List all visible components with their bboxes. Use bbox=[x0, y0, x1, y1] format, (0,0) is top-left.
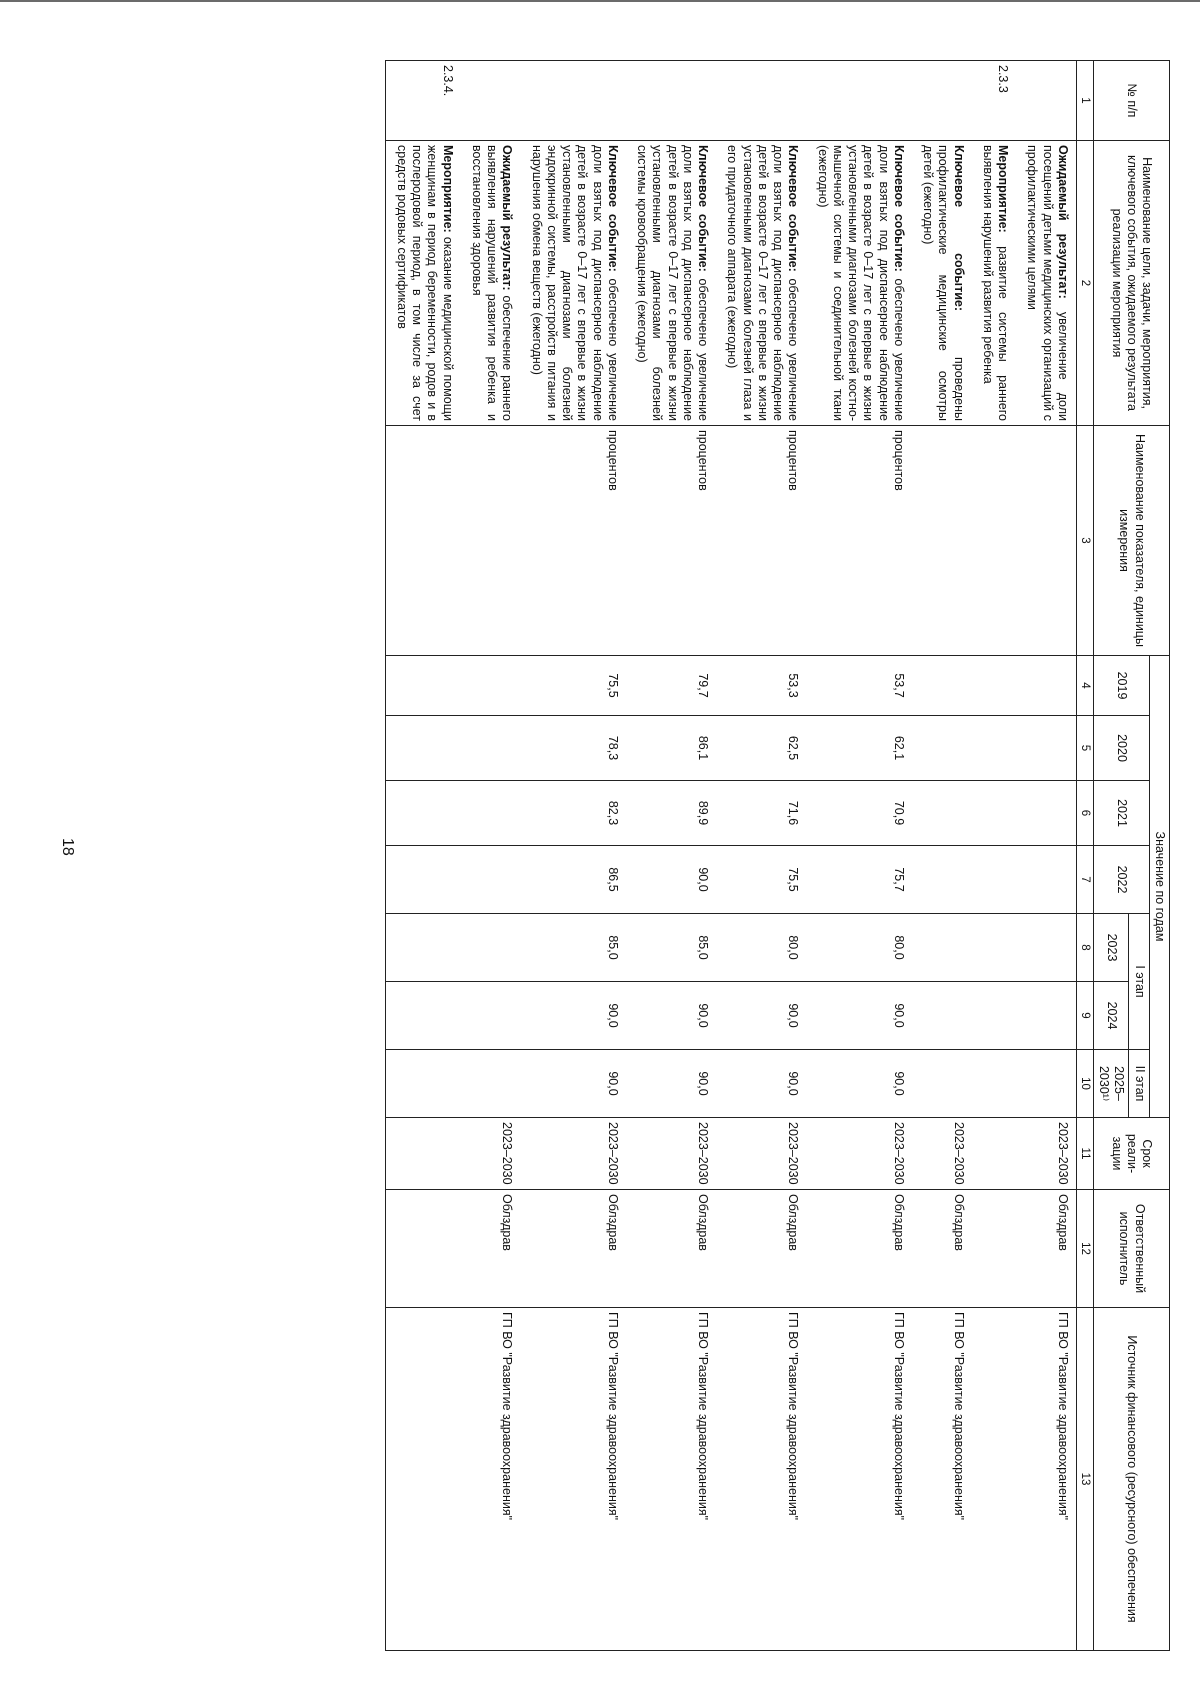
column-number: 1 bbox=[1076, 61, 1093, 141]
table-row bbox=[972, 61, 1017, 1651]
row-value-2024 bbox=[1016, 982, 1076, 1050]
column-number: 6 bbox=[1076, 781, 1093, 846]
row-unit: процентов bbox=[716, 426, 806, 656]
row-value-2021 bbox=[461, 781, 521, 846]
rotated-table-area bbox=[100, 60, 1170, 1650]
row-value-2022 bbox=[1016, 846, 1076, 914]
row-value-2019: 53,7 bbox=[806, 656, 912, 716]
row-unit bbox=[461, 426, 521, 656]
row-value-2022 bbox=[461, 846, 521, 914]
row-text: обеспечено увеличение доли взятых под диспансерное наблюдение детей в возрасте 0–17 лет с впервые в жизни установленными диагнозами болезней глаза и его придаточного аппарата (ежегодно) bbox=[725, 145, 801, 421]
row-number bbox=[806, 61, 912, 141]
row-executor: Облздрав bbox=[1016, 1190, 1076, 1308]
column-number: 12 bbox=[1076, 1190, 1093, 1308]
row-lead: Ключевое событие: bbox=[605, 145, 620, 272]
row-value-2022: 75,7 bbox=[806, 846, 912, 914]
header-values: Значение по годам bbox=[1149, 656, 1169, 1118]
row-value-2025: 90,0 bbox=[806, 1050, 912, 1118]
column-number: 13 bbox=[1076, 1308, 1093, 1651]
row-number bbox=[520, 61, 626, 141]
row-description bbox=[385, 141, 461, 426]
header-source: Источник финансового (ресурсного) обеспечения bbox=[1094, 1308, 1170, 1651]
row-value-2023: 85,0 bbox=[520, 914, 626, 982]
row-lead: Ключевое событие: bbox=[786, 145, 801, 272]
row-lead: Ключевое событие: bbox=[696, 145, 711, 272]
row-term bbox=[972, 1118, 1017, 1190]
header-2025-2030: 2025–2030¹⁾ bbox=[1094, 1050, 1130, 1118]
column-number: 4 bbox=[1076, 656, 1093, 716]
column-number: 5 bbox=[1076, 716, 1093, 781]
row-value-2023: 80,0 bbox=[806, 914, 912, 982]
row-value-2020 bbox=[385, 716, 461, 781]
header-stage-1: I этап bbox=[1129, 914, 1149, 1050]
row-text: развитие системы раннего выявления нарушений развития ребенка bbox=[980, 145, 1011, 421]
row-executor bbox=[385, 1190, 461, 1308]
row-value-2020: 86,1 bbox=[626, 716, 716, 781]
row-value-2021: 82,3 bbox=[520, 781, 626, 846]
row-value-2024: 90,0 bbox=[520, 982, 626, 1050]
table-row bbox=[1016, 61, 1076, 1651]
row-number: 2.3.3 bbox=[972, 61, 1017, 141]
header-name: Наименование цели, задачи, мероприятия, ключевого события, ожидаемого результата реализации мероприятия bbox=[1094, 141, 1170, 426]
row-text: оказание медицинской помощи женщинам в период беременности, родов и в послеродовой период, в том числе за счет средств родовых сертификатов bbox=[394, 145, 455, 421]
row-value-2025: 90,0 bbox=[716, 1050, 806, 1118]
row-text: обеспечено увеличение доли взятых под диспансерное наблюдение детей в возрасте 0–17 лет с впервые в жизни установленными диагнозами болезней костно-мышечной системы и соединительной ткани (ежегодно) bbox=[815, 145, 906, 421]
header-term: Срок реали-зации bbox=[1094, 1118, 1170, 1190]
row-term: 2023–2030 bbox=[461, 1118, 521, 1190]
row-value-2022 bbox=[972, 846, 1017, 914]
row-value-2020 bbox=[461, 716, 521, 781]
row-value-2019: 53,3 bbox=[716, 656, 806, 716]
header-executor: Ответственный исполнитель bbox=[1094, 1190, 1170, 1308]
row-executor bbox=[972, 1190, 1017, 1308]
row-value-2024: 90,0 bbox=[626, 982, 716, 1050]
row-value-2023 bbox=[912, 914, 972, 982]
row-value-2022: 75,5 bbox=[716, 846, 806, 914]
row-term: 2023–2030 bbox=[912, 1118, 972, 1190]
row-unit: процентов bbox=[806, 426, 912, 656]
row-unit bbox=[972, 426, 1017, 656]
column-number: 7 bbox=[1076, 846, 1093, 914]
column-number: 8 bbox=[1076, 914, 1093, 982]
row-value-2020 bbox=[972, 716, 1017, 781]
row-value-2025 bbox=[385, 1050, 461, 1118]
row-source: ГП ВО "Развитие здравоохранения" bbox=[806, 1308, 912, 1651]
column-number: 9 bbox=[1076, 982, 1093, 1050]
row-executor: Облздрав bbox=[626, 1190, 716, 1308]
row-value-2025: 90,0 bbox=[626, 1050, 716, 1118]
row-value-2022 bbox=[385, 846, 461, 914]
table-row bbox=[520, 61, 626, 1651]
row-value-2020 bbox=[1016, 716, 1076, 781]
row-number bbox=[1016, 61, 1076, 141]
row-description bbox=[972, 141, 1017, 426]
row-value-2025 bbox=[461, 1050, 521, 1118]
row-value-2024: 90,0 bbox=[806, 982, 912, 1050]
row-value-2019 bbox=[912, 656, 972, 716]
row-term: 2023–2030 bbox=[716, 1118, 806, 1190]
row-value-2020: 78,3 bbox=[520, 716, 626, 781]
row-value-2023 bbox=[385, 914, 461, 982]
row-text: обеспечено увеличение доли взятых под диспансерное наблюдение детей в возрасте 0–17 лет с впервые в жизни установленными диагнозами болезней эндокринной системы, расстройств питания и нарушения обмена веществ (ежегодно) bbox=[529, 145, 620, 421]
row-value-2023 bbox=[972, 914, 1017, 982]
row-value-2025: 90,0 bbox=[520, 1050, 626, 1118]
header-2019: 2019 bbox=[1094, 656, 1150, 716]
row-description bbox=[1016, 141, 1076, 426]
row-text: обеспечено увеличение доли взятых под диспансерное наблюдение детей в возрасте 0–17 лет с впервые в жизни установленными диагнозами болезней системы кровообращения (ежегодно) bbox=[635, 145, 711, 421]
row-value-2023 bbox=[1016, 914, 1076, 982]
row-value-2019 bbox=[1016, 656, 1076, 716]
table-row bbox=[806, 61, 912, 1651]
row-term: 2023–2030 bbox=[806, 1118, 912, 1190]
row-lead: Ожидаемый результат: bbox=[1055, 145, 1070, 299]
header-stage-2: II этап bbox=[1129, 1050, 1149, 1118]
row-value-2024 bbox=[461, 982, 521, 1050]
scan-edge-line bbox=[0, 0, 1200, 2]
row-term: 2023–2030 bbox=[1016, 1118, 1076, 1190]
row-source: ГП ВО "Развитие здравоохранения" bbox=[626, 1308, 716, 1651]
row-lead: Мероприятие: bbox=[440, 145, 455, 233]
row-value-2020: 62,1 bbox=[806, 716, 912, 781]
row-value-2019 bbox=[972, 656, 1017, 716]
row-value-2019 bbox=[385, 656, 461, 716]
row-text: увеличение доли посещений детьми медицинских организаций с профилактическими целями bbox=[1025, 145, 1070, 421]
row-value-2025 bbox=[1016, 1050, 1076, 1118]
row-lead: Ключевое событие: bbox=[891, 145, 906, 272]
row-source: ГП ВО "Развитие здравоохранения" bbox=[520, 1308, 626, 1651]
row-source bbox=[972, 1308, 1017, 1651]
table-row bbox=[626, 61, 716, 1651]
row-unit bbox=[1016, 426, 1076, 656]
row-value-2024 bbox=[385, 982, 461, 1050]
row-value-2019: 79,7 bbox=[626, 656, 716, 716]
row-description bbox=[461, 141, 521, 426]
header-2020: 2020 bbox=[1094, 716, 1150, 781]
row-value-2022: 86,5 bbox=[520, 846, 626, 914]
column-number: 11 bbox=[1076, 1118, 1093, 1190]
row-lead: Ключевое событие: bbox=[951, 145, 966, 311]
row-value-2021: 71,6 bbox=[716, 781, 806, 846]
row-text: проведены профилактические медицинские осмотры детей (ежегодно) bbox=[921, 145, 966, 421]
row-number bbox=[626, 61, 716, 141]
row-value-2023: 85,0 bbox=[626, 914, 716, 982]
row-executor: Облздрав bbox=[912, 1190, 972, 1308]
row-description bbox=[806, 141, 912, 426]
column-number: 2 bbox=[1076, 141, 1093, 426]
row-value-2022 bbox=[912, 846, 972, 914]
row-executor: Облздрав bbox=[461, 1190, 521, 1308]
row-source: ГП ВО "Развитие здравоохранения" bbox=[461, 1308, 521, 1651]
row-source: ГП ВО "Развитие здравоохранения" bbox=[912, 1308, 972, 1651]
row-value-2021 bbox=[912, 781, 972, 846]
table-row bbox=[716, 61, 806, 1651]
column-number: 3 bbox=[1076, 426, 1093, 656]
row-description bbox=[520, 141, 626, 426]
row-value-2025 bbox=[972, 1050, 1017, 1118]
row-value-2020: 62,5 bbox=[716, 716, 806, 781]
table-row bbox=[912, 61, 972, 1651]
header-indicator: Наименование показателя, единицы измерения bbox=[1094, 426, 1170, 656]
column-number-row bbox=[1076, 61, 1093, 1651]
table-row bbox=[461, 61, 521, 1651]
row-value-2024 bbox=[972, 982, 1017, 1050]
row-lead: Мероприятие: bbox=[996, 145, 1011, 233]
row-source: ГП ВО "Развитие здравоохранения" bbox=[716, 1308, 806, 1651]
row-source bbox=[385, 1308, 461, 1651]
row-value-2021: 70,9 bbox=[806, 781, 912, 846]
row-lead: Ожидаемый результат: bbox=[500, 145, 515, 291]
header-2024: 2024 bbox=[1094, 982, 1130, 1050]
row-term bbox=[385, 1118, 461, 1190]
row-executor: Облздрав bbox=[520, 1190, 626, 1308]
row-term: 2023–2030 bbox=[520, 1118, 626, 1190]
row-value-2023 bbox=[461, 914, 521, 982]
header-2022: 2022 bbox=[1094, 846, 1150, 914]
row-value-2019 bbox=[461, 656, 521, 716]
row-value-2021 bbox=[1016, 781, 1076, 846]
row-description bbox=[626, 141, 716, 426]
row-value-2024 bbox=[912, 982, 972, 1050]
row-description bbox=[716, 141, 806, 426]
header-2021: 2021 bbox=[1094, 781, 1150, 846]
row-value-2025 bbox=[912, 1050, 972, 1118]
table-row bbox=[385, 61, 461, 1651]
row-unit bbox=[912, 426, 972, 656]
row-description bbox=[912, 141, 972, 426]
header-num: № п/п bbox=[1094, 61, 1170, 141]
row-value-2022: 90,0 bbox=[626, 846, 716, 914]
row-text: обеспечение раннего выявления нарушений развития ребенка и восстановления здоровья bbox=[469, 145, 515, 421]
row-unit bbox=[385, 426, 461, 656]
row-executor: Облздрав bbox=[806, 1190, 912, 1308]
row-number bbox=[461, 61, 521, 141]
row-executor: Облздрав bbox=[716, 1190, 806, 1308]
row-value-2021: 89,9 bbox=[626, 781, 716, 846]
row-number bbox=[912, 61, 972, 141]
row-term: 2023–2030 bbox=[626, 1118, 716, 1190]
page-number: 18 bbox=[59, 838, 76, 856]
row-source: ГП ВО "Развитие здравоохранения" bbox=[1016, 1308, 1076, 1651]
row-value-2024: 90,0 bbox=[716, 982, 806, 1050]
row-unit: процентов bbox=[626, 426, 716, 656]
row-value-2019: 75,5 bbox=[520, 656, 626, 716]
row-number bbox=[716, 61, 806, 141]
row-number: 2.3.4. bbox=[385, 61, 461, 141]
column-number: 10 bbox=[1076, 1050, 1093, 1118]
header-row-1 bbox=[1149, 61, 1169, 1651]
row-value-2020 bbox=[912, 716, 972, 781]
row-value-2021 bbox=[972, 781, 1017, 846]
header-2023: 2023 bbox=[1094, 914, 1130, 982]
table-body bbox=[385, 61, 1076, 1651]
measures-table bbox=[385, 60, 1170, 1651]
row-value-2021 bbox=[385, 781, 461, 846]
row-value-2023: 80,0 bbox=[716, 914, 806, 982]
row-unit: процентов bbox=[520, 426, 626, 656]
